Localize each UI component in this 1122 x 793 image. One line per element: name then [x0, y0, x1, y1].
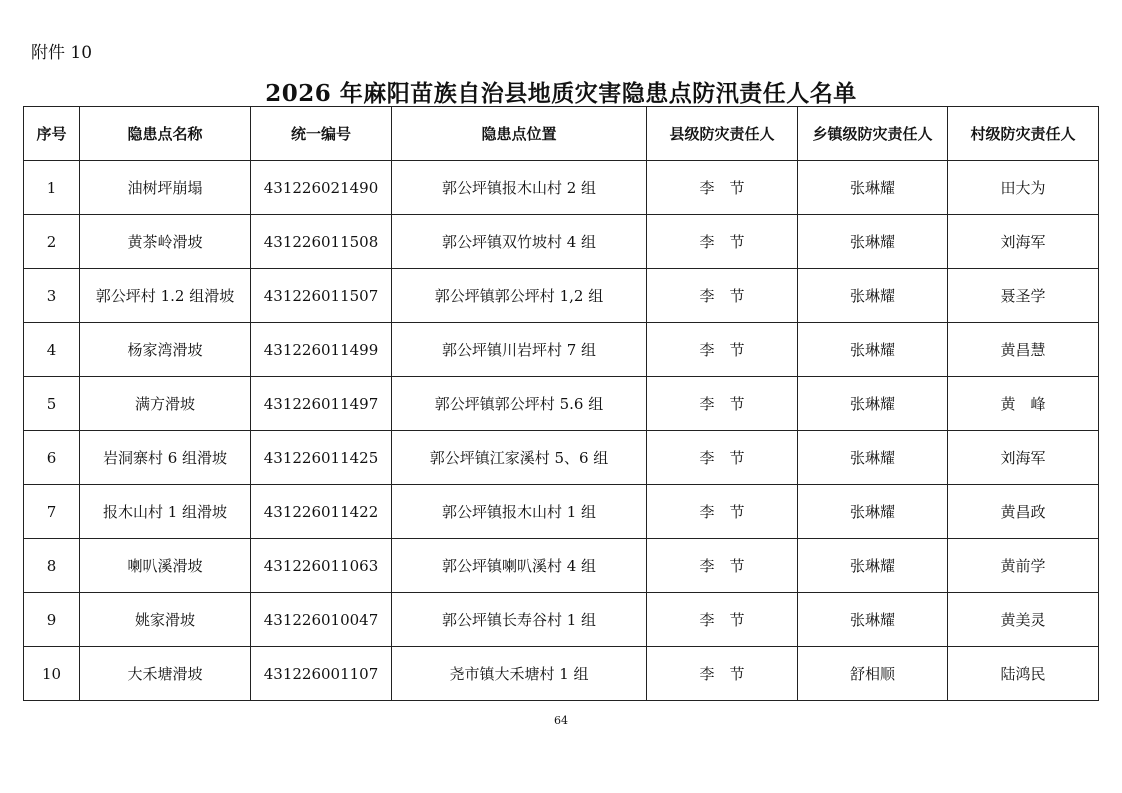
cell-village-person: 陆鸿民	[948, 647, 1099, 701]
header-unified-code: 统一编号	[251, 107, 392, 161]
cell-county-person: 李 节	[647, 377, 798, 431]
cell-county-person: 李 节	[647, 161, 798, 215]
cell-index: 3	[24, 269, 80, 323]
cell-township-person: 张琳耀	[798, 377, 948, 431]
cell-hazard-name: 报木山村 1 组滑坡	[80, 485, 251, 539]
header-location: 隐患点位置	[392, 107, 647, 161]
table-row	[24, 593, 1099, 647]
header-county-person: 县级防灾责任人	[647, 107, 798, 161]
responsibility-table	[23, 106, 1099, 701]
table-row	[24, 215, 1099, 269]
cell-unified-code: 431226011507	[251, 269, 392, 323]
table-row	[24, 647, 1099, 701]
cell-unified-code: 431226011425	[251, 431, 392, 485]
attachment-label: 附件 10	[31, 43, 93, 63]
cell-index: 6	[24, 431, 80, 485]
cell-county-person: 李 节	[647, 215, 798, 269]
cell-village-person: 刘海军	[948, 215, 1099, 269]
cell-township-person: 张琳耀	[798, 539, 948, 593]
document-title: 2026 年麻阳苗族自治县地质灾害隐患点防汛责任人名单	[265, 80, 857, 107]
cell-hazard-name: 岩洞寨村 6 组滑坡	[80, 431, 251, 485]
cell-township-person: 张琳耀	[798, 593, 948, 647]
cell-village-person: 黄昌慧	[948, 323, 1099, 377]
cell-village-person: 黄前学	[948, 539, 1099, 593]
cell-location: 郭公坪镇喇叭溪村 4 组	[392, 539, 647, 593]
cell-unified-code: 431226011508	[251, 215, 392, 269]
cell-hazard-name: 姚家滑坡	[80, 593, 251, 647]
cell-index: 5	[24, 377, 80, 431]
cell-location: 郭公坪镇川岩坪村 7 组	[392, 323, 647, 377]
cell-village-person: 田大为	[948, 161, 1099, 215]
cell-county-person: 李 节	[647, 539, 798, 593]
cell-location: 郭公坪镇江家溪村 5、6 组	[392, 431, 647, 485]
cell-township-person: 张琳耀	[798, 215, 948, 269]
table-row	[24, 377, 1099, 431]
cell-village-person: 黄 峰	[948, 377, 1099, 431]
table-row	[24, 431, 1099, 485]
cell-location: 郭公坪镇长寿谷村 1 组	[392, 593, 647, 647]
cell-unified-code: 431226021490	[251, 161, 392, 215]
cell-county-person: 李 节	[647, 431, 798, 485]
cell-township-person: 舒相顺	[798, 647, 948, 701]
cell-county-person: 李 节	[647, 485, 798, 539]
cell-index: 10	[24, 647, 80, 701]
cell-location: 郭公坪镇郭公坪村 1,2 组	[392, 269, 647, 323]
page-number: 64	[554, 714, 568, 727]
header-village-person: 村级防灾责任人	[948, 107, 1099, 161]
cell-township-person: 张琳耀	[798, 431, 948, 485]
cell-location: 郭公坪镇报木山村 1 组	[392, 485, 647, 539]
cell-index: 7	[24, 485, 80, 539]
cell-unified-code: 431226011063	[251, 539, 392, 593]
cell-location: 郭公坪镇报木山村 2 组	[392, 161, 647, 215]
cell-hazard-name: 喇叭溪滑坡	[80, 539, 251, 593]
cell-county-person: 李 节	[647, 323, 798, 377]
table-header-row	[24, 107, 1099, 161]
cell-township-person: 张琳耀	[798, 161, 948, 215]
cell-index: 8	[24, 539, 80, 593]
cell-village-person: 聂圣学	[948, 269, 1099, 323]
cell-township-person: 张琳耀	[798, 485, 948, 539]
cell-hazard-name: 郭公坪村 1.2 组滑坡	[80, 269, 251, 323]
table-row	[24, 269, 1099, 323]
cell-unified-code: 431226011422	[251, 485, 392, 539]
table-row	[24, 161, 1099, 215]
table-row	[24, 323, 1099, 377]
cell-village-person: 刘海军	[948, 431, 1099, 485]
header-index: 序号	[24, 107, 80, 161]
cell-county-person: 李 节	[647, 269, 798, 323]
cell-unified-code: 431226010047	[251, 593, 392, 647]
table-row	[24, 539, 1099, 593]
cell-index: 9	[24, 593, 80, 647]
cell-location: 尧市镇大禾塘村 1 组	[392, 647, 647, 701]
header-hazard-name: 隐患点名称	[80, 107, 251, 161]
table-row	[24, 485, 1099, 539]
cell-unified-code: 431226011499	[251, 323, 392, 377]
cell-county-person: 李 节	[647, 593, 798, 647]
cell-unified-code: 431226001107	[251, 647, 392, 701]
cell-index: 1	[24, 161, 80, 215]
cell-location: 郭公坪镇郭公坪村 5.6 组	[392, 377, 647, 431]
header-township-person: 乡镇级防灾责任人	[798, 107, 948, 161]
cell-hazard-name: 黄茶岭滑坡	[80, 215, 251, 269]
cell-township-person: 张琳耀	[798, 323, 948, 377]
cell-hazard-name: 满方滑坡	[80, 377, 251, 431]
cell-index: 2	[24, 215, 80, 269]
cell-township-person: 张琳耀	[798, 269, 948, 323]
cell-index: 4	[24, 323, 80, 377]
cell-hazard-name: 油树坪崩塌	[80, 161, 251, 215]
cell-unified-code: 431226011497	[251, 377, 392, 431]
cell-county-person: 李 节	[647, 647, 798, 701]
cell-village-person: 黄昌政	[948, 485, 1099, 539]
cell-hazard-name: 大禾塘滑坡	[80, 647, 251, 701]
cell-location: 郭公坪镇双竹坡村 4 组	[392, 215, 647, 269]
cell-hazard-name: 杨家湾滑坡	[80, 323, 251, 377]
cell-village-person: 黄美灵	[948, 593, 1099, 647]
